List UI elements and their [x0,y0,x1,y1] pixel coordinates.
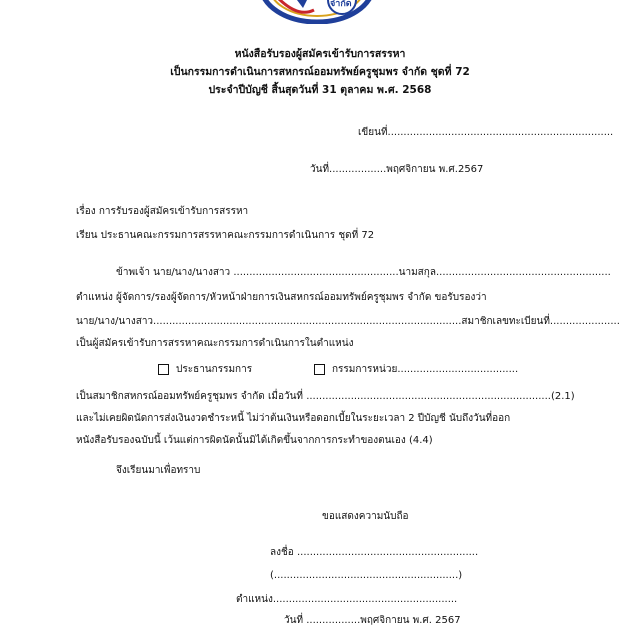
header-date-field: วันที่..................พฤศจิกายน พ.ศ.2567 [310,164,484,175]
document-title-line1: หนังสือรับรองผู้สมัครเข้ารับการสรรหา [234,48,406,60]
logo-text: จำกัด [330,0,352,9]
regards-line: ขอแสดงความนับถือ [322,511,409,522]
option-president-label: ประธานกรรมการ [176,364,253,375]
document-title-line3: ประจำปีบัญชี สิ้นสุดวันที่ 31 ตุลาคม พ.ศ. 2568 [208,84,432,96]
written-at-field: เขียนที่....................................................................... [358,127,614,138]
body-line-candidate: นาย/นาง/นางสาว.................................................................................................สมาชิกเลขทะเบียนที่...................... [76,316,620,327]
body-line-exception: หนังสือรับรองฉบับนี้ เว้นแต่การผิดนัดนั้นมิได้เกิดขึ้นจากการกระทำของตนเอง (4.4) [76,435,433,446]
body-line-member-since: เป็นสมาชิกสหกรณ์ออมทรัพย์ครูชุมพร จำกัด เมื่อวันที่ .............................................................................(2.1) [76,391,575,402]
signature-line: ลงชื่อ ......................................................... [270,547,479,558]
recipient-line: เรียน ประธานคณะกรรมการสรรหาคณะกรรมการดำเนินการ ชุดที่ 72 [76,230,375,241]
checkbox-president[interactable] [158,364,169,375]
checkbox-unit-committee[interactable] [314,364,325,375]
signature-date-line: วันที่ .................พฤศจิกายน พ.ศ. 2567 [284,615,461,626]
body-line-name: ข้าพเจ้า นาย/นาง/นางสาว ....................................................นามสกุล....................................................... [116,267,611,278]
signature-position-line: ตำแหน่ง.......................................................... [236,594,458,605]
subject-line: เรื่อง การรับรองผู้สมัครเข้ารับการสรรหา [76,206,249,217]
closing-line: จึงเรียนมาเพื่อทราบ [116,465,201,476]
body-line-no-default: และไม่เคยผิดนัดการส่งเงินงวดชำระหนี้ ไม่ว่าต้นเงินหรือดอกเบี้ยในระยะเวลา 2 ปีบัญชี นับถึงวันที่ออก [76,413,511,424]
signature-name-line: (..........................................................) [270,570,463,581]
document-title-line2: เป็นกรรมการดำเนินการสหกรณ์ออมทรัพย์ครูชุมพร จำกัด ชุดที่ 72 [170,66,470,78]
body-line-position: ตำแหน่ง ผู้จัดการ/รองผู้จัดการ/หัวหน้าฝ่ายการเงินสหกรณ์ออมทรัพย์ครูชุมพร จำกัด ขอรับรองว่า [76,292,487,303]
cooperative-logo [258,0,376,24]
body-line-applying: เป็นผู้สมัครเข้ารับการสรรหาคณะกรรมการดำเนินการในตำแหน่ง [76,338,354,349]
option-unit-committee-label: กรรมการหน่วย...................................... [332,364,519,375]
